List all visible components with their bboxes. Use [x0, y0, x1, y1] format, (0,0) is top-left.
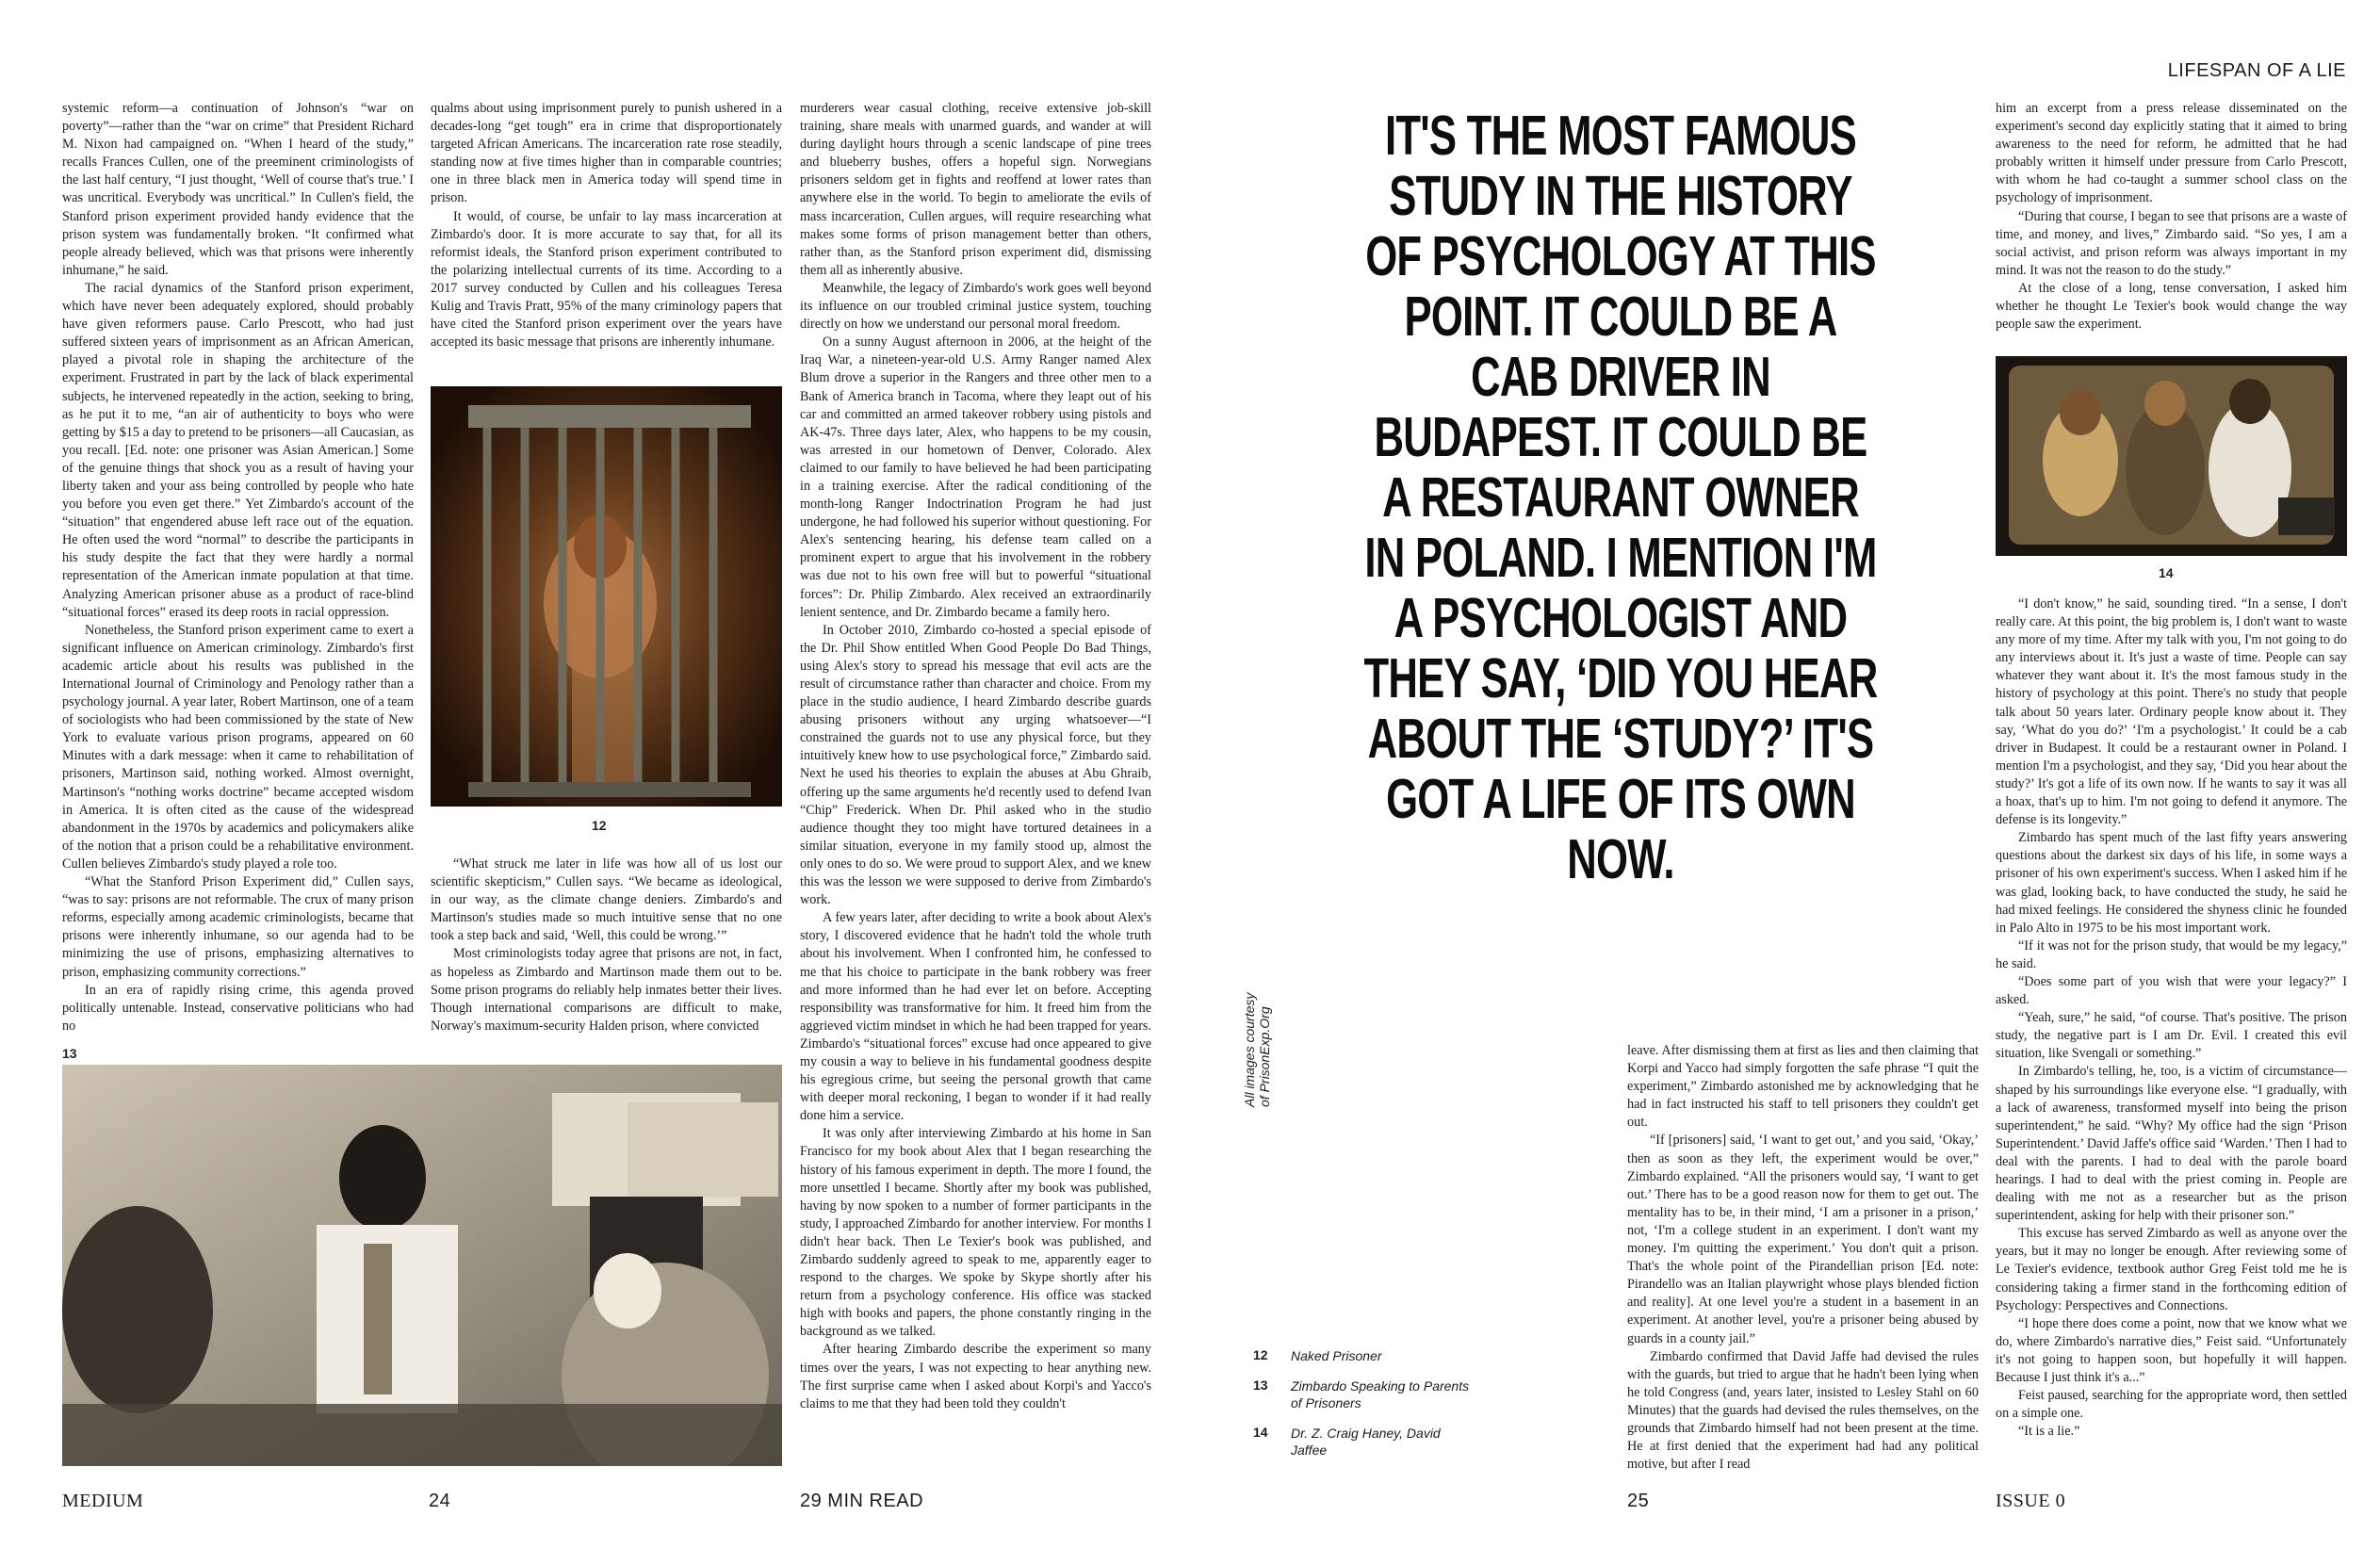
paragraph: Most criminologists today agree that prisons are not, in fact, as hopeless as Zimbardo and Martinson made them out to be. Some prison programs do reliably help inmates better their lives. Though international comparisons are difficult to make, Norway's maximum-security Halden prison, where convicted — [431, 946, 782, 1034]
footer-issue: ISSUE 0 — [1996, 1491, 2066, 1511]
image-credit: All images courtesy of PrisonExp.Org — [1242, 992, 1272, 1107]
paragraph: “What struck me later in life was how all of us lost our scientific skepticism,” Cullen says. “We became as ideological, in our way, as the climate change deniers. Zimbardo's and Martinson's studies made so much intuitive sense that no one took a step back and said, ‘Well, this could be wrong.’” — [431, 856, 782, 944]
paragraph: Zimbardo confirmed that David Jaffe had devised the rules with the guards, but tried to argue that he hadn't been lying when he told Congress (and, years later, insisted to Lesley Stahl on 60 Minutes) that the guards had devised the rules themselves, on the grounds that Zimbardo himself had not been present at the time. He at first denied that the experiment had had any political motive, but after I read — [1627, 1348, 1979, 1473]
footer-publication: MEDIUM — [62, 1491, 144, 1511]
caption-text: Dr. Z. Craig Haney, David Jaffee — [1291, 1426, 1441, 1458]
footer-read-time: 29 MIN READ — [800, 1491, 924, 1511]
figure-number-13: 13 — [62, 1046, 77, 1061]
paragraph: murderers wear casual clothing, receive extensive job-skill training, share meals with unarmed guards, and wander at will during daylight hours through a scenic landscape of pine trees and blueberry bushes, offers a hopeful sign. Norwegians prisoners seldom get in fights and reoffend at lower rates than anywhere else in the world. To begin to ameliorate the evils of mass incarceration, Cullen argues, will require researching what makes some forms of prison management better than others, rather than, as the Stanford prison experiment did, dismissing them all as inherently abusive. — [800, 101, 1151, 278]
paragraph: After hearing Zimbardo describe the experiment so many times over the years, I was not expecting to hear anything new. The first surprise came when I asked about Korpi's and Yacco's claims to me that they had been told they couldn't — [800, 1342, 1151, 1411]
section-title: LIFESPAN OF A LIE — [2167, 60, 2346, 81]
footer-page-left: 24 — [429, 1491, 451, 1511]
paragraph: him an excerpt from a press release disseminated on the experiment's second day explicitly stating that it aimed to bring awareness to the need for reform, he admitted that he had probably written it himself under pressure from Carlo Prescott, with whom he had co-taught a summer school class on the psychology of imprisonment. — [1996, 101, 2347, 206]
article-column-3 — [800, 100, 1151, 1413]
paragraph: A few years later, after deciding to write a book about Alex's story, I discovered evidence that he hadn't told the whole truth about his involvement. When I confronted him, he confessed to me that his choice to participate in the bank robbery was freer and more informed than he had ever let on before. Accepting responsibility was transformative for him. It freed him from the aggrieved victim mindset in which he had been trapped for years. Zimbardo's “situational forces” excuse had once appeared to give my cousin a way to believe in his fundamental goodness despite his egregious crime, but seeing the personal growth that came with deeper moral reckoning, I began to wonder if it had really done him a service. — [800, 910, 1151, 1124]
paragraph: “Does some part of you wish that were your legacy?” I asked. — [1996, 973, 2347, 1008]
caption-number: 14 — [1253, 1425, 1268, 1440]
paragraph: “I don't know,” he said, sounding tired. “In a sense, I don't really care. At this point, the big problem is, I don't want to waste any more of my time. After my talk with you, I'm not going to do any interviews about it. It's just a waste of time. People can say whatever they want about it. It's the most famous study in the history of psychology at this point. There's no study that people talk about 50 years later. Ordinary people know about it. They say, ‘What do you do?’ ‘I'm a psychologist.’ It could be a cab driver in Budapest. It could be a restaurant owner in Poland. I mention I'm a psychologist, and they say, ‘Did you hear about the study?’ It's got a life of its own now. If he wants to say it was all a hoax, that's up to him. I'm not going to defend it anymore. The defense is its longevity.” — [1996, 596, 2347, 828]
paragraph: Zimbardo has spent much of the last fifty years answering questions about the darkest six days of his life, in some ways a prisoner of his own experiment's success. When I asked him if he was glad, looking back, to have conducted the study, he said he had mixed feelings. He considered the shyness clinic he founded in Palo Alto in 1975 to be his most important work. — [1996, 830, 2347, 936]
article-column-4 — [1627, 1042, 1979, 1474]
paragraph: In October 2010, Zimbardo co-hosted a special episode of the Dr. Phil Show entitled When Good People Do Bad Things, using Alex's story to spread his message that evil acts are the result of circumstance rather than character and choice. From my place in the studio audience, I heard Zimbardo describe guards abusing prisoners without any urging whatsoever—“I constrained the guards not to use any physical force, but they intuitively knew how to use psychological force,” Zimbardo said. Next he used his theories to explain the abuses at Abu Ghraib, offering up the same arguments he'd recently used to defend Ivan “Chip” Frederick. When Dr. Phil asked who in the studio audience thought they too might have tortured detainees in a similar situation, everyone in my family stood up, almost the only ones to do so. We were proud to support Alex, and we knew this was the lesson we were supposed to derive from Zimbardo's work. — [800, 622, 1151, 908]
paragraph: “What the Stanford Prison Experiment did,” Cullen says, “was to say: prisons are not reformable. The crux of many prison reforms, especially among academic criminologists, became that prisons were inherently inhumane, so our agenda had to be minimizing the use of prisons, emphasizing alternatives to prison, emphasizing community corrections.” — [62, 874, 414, 980]
photo-haney-jaffee — [1996, 356, 2347, 556]
article-column-1 — [62, 100, 414, 1035]
paragraph: In Zimbardo's telling, he, too, is a victim of circumstance—shaped by his surroundings like everyone else. “I gradually, with a lack of awareness, transformed myself into being the prison superintendent,” he said. “Why? My office had the sign ‘Prison Superintendent.’ David Jaffe's office said ‘Warden.’ Then I had to deal with the parents. I had to deal with the parole board hearings. I had to deal with the priest coming in. People are dealing with me not as a researcher but as the prison superintendent, asking for help with their prisoner son.” — [1996, 1064, 2347, 1224]
paragraph: “Yeah, sure,” he said, “of course. That's positive. The prison study, the negative part is I am Dr. Evil. I created this evil situation, like Svengali or something.” — [1996, 1010, 2347, 1062]
article-column-5-top — [1996, 100, 2347, 334]
article-column-5-bottom — [1996, 595, 2347, 1441]
haney-jaffee-image — [1996, 356, 2347, 556]
pull-quote: IT'S THE MOST FAMOUS STUDY IN THE HISTORY OF PSYCHOLOGY AT THIS POINT. IT COULD BE A CAB DRIVER IN BUDAPEST. IT COULD BE A RESTAURANT OWNER IN POLAND. I MENTION I'M A PSYCHOLOGIST AND THEY SAY, ‘DID YOU HEAR ABOUT THE ‘STUDY?’ IT'S GOT A LIFE OF ITS OWN NOW. — [1363, 105, 1878, 890]
paragraph: Meanwhile, the legacy of Zimbardo's work goes well beyond its influence on our troubled criminal justice system, touching directly on how we understand our personal moral freedom. — [800, 280, 1151, 333]
photo-captions — [1253, 1347, 1470, 1472]
caption-number: 13 — [1253, 1378, 1268, 1393]
paragraph: In an era of rapidly rising crime, this agenda proved politically untenable. Instead, conservative politicians who had no — [62, 982, 414, 1034]
prisoner-behind-bars-image — [431, 386, 782, 807]
caption-item — [1253, 1378, 1470, 1411]
caption-number: 12 — [1253, 1347, 1268, 1362]
paragraph: “If [prisoners] said, ‘I want to get out,’ and you said, ‘Okay,’ then as soon as they left, the experiment would be over,” Zimbardo explained. “All the prisoners would say, ‘I want to get out.’ There has to be a good reason now for them to get out. The mentality has to be, in their mind, ‘I am a prisoner in a prison,’ not, ‘I'm a college student in an experiment. I don't want my money. I'm quitting the experiment.’ You don't quit a prison. That's the whole point of the Pirandellian prison [Ed. note: Pirandello was an Italian playwright whose plays blended fiction and reality]. At one level you're a student in a basement in an experiment. At another level, you're a prisoner being abused by guards in a county jail.” — [1627, 1133, 1979, 1346]
paragraph: leave. After dismissing them at first as lies and then claiming that Korpi and Yacco had simply forgotten the safe phrase “I quit the experiment,” Zimbardo astonished me by acknowledging that he had in fact instructed his staff to tell prisoners they couldn't get out. — [1627, 1043, 1979, 1131]
paragraph: “During that course, I began to see that prisons are a waste of time, and money, and lives,” Zimbardo said. “So yes, I am a social activist, and prison reform was always important in my mind. It was not the reason to do the study.” — [1996, 208, 2347, 278]
paragraph: It would, of course, be unfair to lay mass incarceration at Zimbardo's door. It is more accurate to say that, for all its reformist ideals, the Stanford prison experiment contributed to the polarizing intellectual currents of its time. According to a 2017 survey conducted by Cullen and his colleagues Teresa Kulig and Travis Pratt, 95% of the many criminology papers that have cited the Stanford prison experiment over the years have accepted its basic message that prisons are inherently inhumane. — [431, 208, 782, 350]
photo-zimbardo-speaking — [62, 1065, 782, 1466]
paragraph: This excuse has served Zimbardo as well as anyone over the years, but it may no longer be enough. After reviewing some of Le Texier's evidence, textbook author Greg Feist told me he is considering taking a firmer stand in the forthcoming edition of Psychology: Perspectives and Connections. — [1996, 1226, 2347, 1313]
caption-item — [1253, 1347, 1470, 1364]
paragraph: Nonetheless, the Stanford prison experiment came to exert a significant influence on American criminology. Zimbardo's first academic article about his results was published in the International Journal of Criminology and Penology rather than a psychology journal. A year later, Robert Martinson, one of a team of sociologists who had been commissioned by the state of New York to evaluate various prison programs, appeared on 60 Minutes with a dark message: when it came to rehabilitation of prisoners, Martinson said, nothing worked. Almost overnight, Martinson's “nothing works doctrine” became accepted wisdom in America. It is often cited as the cause of the widespread abandonment in the 1970s by academics and policymakers alike of the notion that a prison could be a rehabilitative environment. Cullen believes Zimbardo's study played a role too. — [62, 622, 414, 872]
figure-number-12: 12 — [592, 818, 607, 833]
paragraph: Feist paused, searching for the appropriate word, then settled on a simple one. — [1996, 1388, 2347, 1422]
paragraph: “It is a lie.” — [2018, 1424, 2080, 1440]
paragraph: qualms about using imprisonment purely to punish ushered in a decades-long “get tough” era in crime that disproportionately targeted African Americans. The incarceration rate rose steadily, standing now at five times higher than in comparable countries; one in three black men in America today will spend time in prison. — [431, 101, 782, 206]
article-column-2-top — [431, 100, 782, 351]
paragraph: “I hope there does come a point, now that we know what we do, where Zimbardo's narrative dies,” Feist said. “Unfortunately it's not going to happen soon, but hopefully it will happen. Because I just think it's a...” — [1996, 1315, 2347, 1386]
caption-text: Zimbardo Speaking to Parents of Prisoners — [1291, 1378, 1470, 1410]
paragraph: The racial dynamics of the Stanford prison experiment, which have never been adequately explored, should probably have given reformers pause. Carlo Prescott, who had just suffered sixteen years of imprisonment as an African American, played a pivotal role in shaping the architecture of the experiment. Frustrated in part by the lack of black experimental subjects, he intervened repeatedly in the action, seeking to bring, as he put it to me, “an air of authenticity to boys who were getting by $15 a day to pretend to be prisoners—all Caucasian, as you recall. [Ed. note: one prisoner was Asian American.] Some of the genuine things that shock you as a result of having your liberty taken and your ass being controlled by people who hate you before you even get there.” Yet Zimbardo's account of the “situation” that engendered abuse left race out of the equation. He often used the word “normal” to describe the participants in his study despite the fact that they were hardly a normal representation of the American inmate population at that time. Analyzing American prisoner abuse as a product of race-blind “situational forces” erased its deep roots in racial oppression. — [62, 280, 414, 620]
footer-page-right: 25 — [1627, 1491, 1650, 1511]
paragraph: It was only after interviewing Zimbardo at his home in San Francisco for my book about Alex that I began researching the history of his famous experiment in depth. The more I found, the more unsettled I became. Shortly after my book was published, having by now spoken to a number of former participants in the study, I approached Zimbardo for another interview. For months I didn't hear back. Then Le Texier's book was published, and Zimbardo suddenly agreed to speak to me, apparently eager to respond to the charges. We spoke by Skype shortly after his return from a psychology conference. His office was stacked high with books and papers, the phone constantly ringing in the background as we talked. — [800, 1126, 1151, 1340]
figure-number-14: 14 — [2159, 565, 2174, 580]
paragraph: systemic reform—a continuation of Johnson's “war on poverty”—rather than the “war on crime” that President Richard M. Nixon had campaigned on. “When I heard of the study,” recalls Frances Cullen, one of the preeminent criminologists of the last half century, “I just thought, ‘Well of course that's true.’ I was uncritical. Everybody was uncritical.” In Cullen's field, the Stanford prison experiment provided handy evidence that the prison system was fundamentally broken. “It confirmed what people already believed, which was that prisons were inherently inhumane,” he said. — [62, 101, 414, 278]
article-column-2-bottom — [431, 856, 782, 1035]
photo-naked-prisoner — [431, 386, 782, 807]
paragraph: “If it was not for the prison study, that would be my legacy,” he said. — [1996, 937, 2347, 971]
caption-item — [1253, 1425, 1470, 1459]
zimbardo-office-image — [62, 1065, 782, 1466]
paragraph: On a sunny August afternoon in 2006, at the height of the Iraq War, a nineteen-year-old U.S. Army Ranger named Alex Blum drove a superior in the Rangers and three other men to a Bank of America branch in Tacoma, where they leapt out of his car and committed an armed takeover robbery using pistols and AK-47s. Three days later, Alex, who happens to be my cousin, was arrested in our hometown of Denver, Colorado. Alex claimed to our family to have believed he had been participating in a training exercise. After the radical conditioning of the month-long Ranger Indoctrination Program he had just undergone, he had followed his superior without questioning. For Alex's sentencing hearing, his defense team called on a prominent expert to argue that his involvement in the robbery was due not to his own free will but to powerful “situational forces”: Dr. Philip Zimbardo. Alex received an extraordinarily lenient sentence, and Dr. Zimbardo became a family hero. — [800, 334, 1151, 620]
caption-text: Naked Prisoner — [1291, 1348, 1382, 1363]
paragraph: At the close of a long, tense conversation, I asked him whether he thought Le Texier's book would change the way people saw the experiment. — [1996, 280, 2347, 333]
